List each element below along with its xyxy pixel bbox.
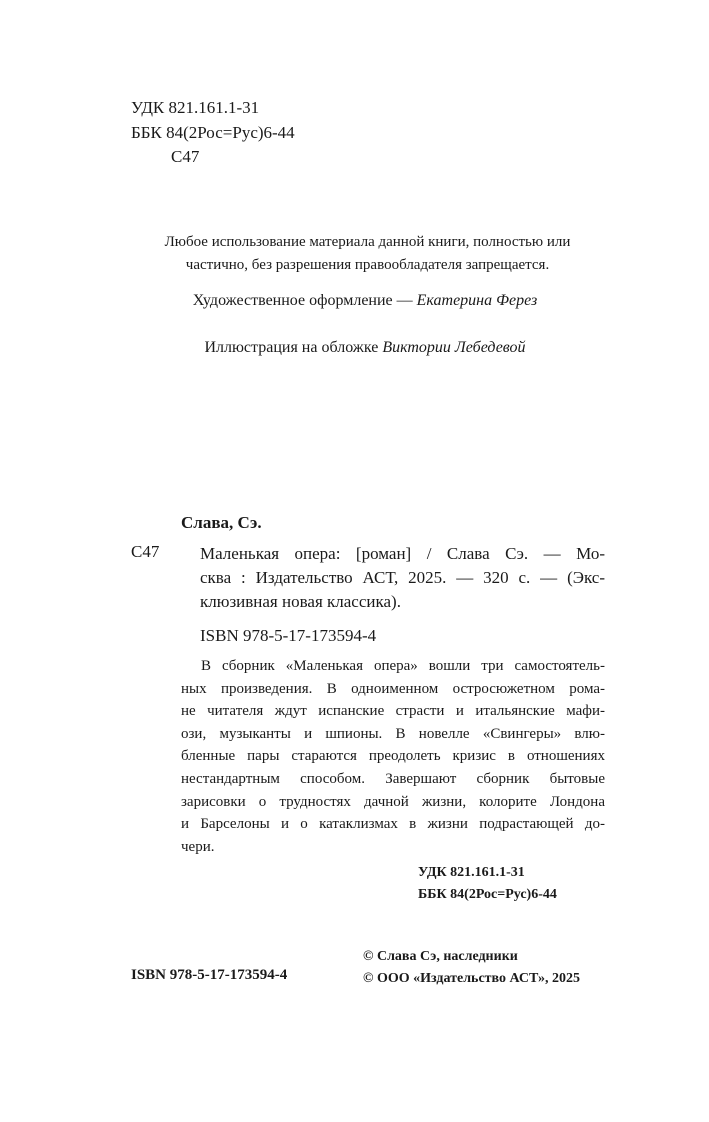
copyright-publisher: © ООО «Издательство АСТ», 2025 (363, 971, 581, 986)
copyright-block (363, 946, 580, 990)
cover-credit (80, 339, 650, 357)
udk-code-bottom: УДК 821.161.1-31 (418, 865, 525, 880)
bbk-code: ББК 84(2Рос=Рус)6-44 (131, 122, 295, 142)
design-credit (80, 292, 650, 310)
description-line: клюзивная новая классика). (200, 592, 401, 611)
description-line: Маленькая опера: [роман] / Слава Сэ. — Мо- (200, 544, 605, 563)
design-credit-name: Екатерина Ферез (416, 292, 538, 309)
annotation (181, 655, 605, 858)
annotation-line: бленные пары стараются преодолеть кризис в отношениях (181, 748, 605, 765)
catalog-isbn: ISBN 978-5-17-173594-4 (200, 626, 377, 645)
classification-codes (418, 862, 605, 906)
annotation-line: чери. (181, 838, 215, 855)
author-mark: С47 (171, 147, 200, 166)
bbk-code-bottom: ББК 84(2Рос=Рус)6-44 (418, 887, 557, 902)
annotation-line: зарисовки о трудностях дачной жизни, колорите Лондона (181, 793, 605, 810)
footer-isbn: ISBN 978-5-17-173594-4 (131, 967, 288, 983)
design-credit-label: Художественное оформление — (192, 292, 413, 309)
notice-line-2: частично, без разрешения правообладателя запрещается. (185, 257, 550, 273)
udk-block-top (131, 96, 295, 170)
annotation-line: ози, музыканты и шпионы. В новелле «Свингеры» влю- (181, 725, 605, 742)
annotation-line: нестандартным способом. Завершают сборник бытовые (181, 770, 605, 787)
notice-line-1: Любое использование материала данной книги, полностью или (164, 234, 571, 250)
cover-credit-label: Иллюстрация на обложке (204, 339, 379, 356)
annotation-line: не читателя ждут испанские страсти и итальянские мафи- (181, 703, 605, 720)
catalog-author: Слава, Сэ. (181, 513, 262, 532)
copyright-author: © Слава Сэ, наследники (363, 949, 518, 964)
catalog-author-mark: С47 (131, 542, 160, 561)
catalog-description (200, 542, 605, 614)
annotation-line: В сборник «Маленькая опера» вошли три самостоятель- (201, 658, 605, 674)
description-line: сква : Издательство АСТ, 2025. — 320 с. — (Экс- (200, 568, 605, 587)
annotation-line: ных произведения. В одноименном остросюжетном рома- (181, 680, 605, 697)
annotation-line: и Барселоны и о катаклизмах в жизни подрастающей до- (181, 816, 605, 833)
cover-credit-name: Виктории Лебедевой (382, 339, 526, 356)
udk-code: УДК 821.161.1-31 (131, 98, 260, 117)
copyright-notice (100, 231, 635, 277)
